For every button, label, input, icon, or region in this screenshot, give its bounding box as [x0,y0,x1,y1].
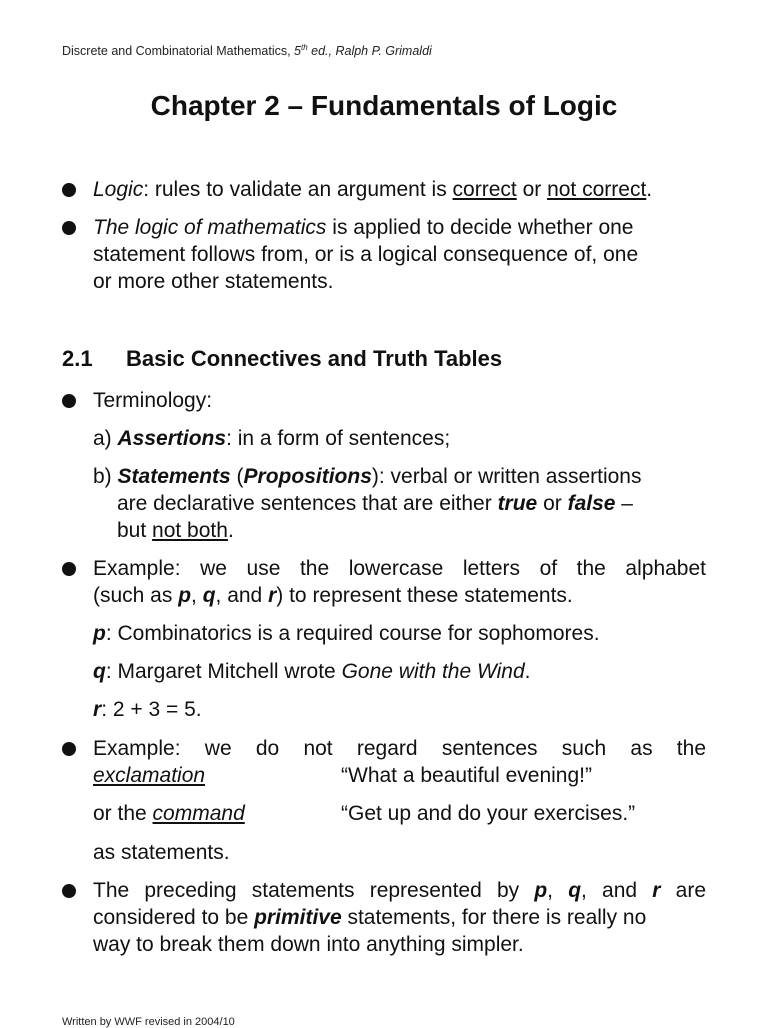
exclamation-quote: “What a beautiful evening!” [341,764,592,787]
math-logic-line-3: or more other statements. [93,270,334,293]
bullet-icon [62,884,76,898]
bullet-icon [62,742,76,756]
example1-line-2: (such as p, q, and r) to represent these statements. [93,584,573,607]
page-footer: Written by WWF revised in 2004/10 [62,1016,235,1028]
math-logic-line-2: statement follows from, or is a logical consequence of, one [93,243,639,266]
running-header [62,43,432,58]
statements-item-line-3: but not both. [117,519,234,542]
math-logic-line-1: The logic of mathematics is applied to decide whether one [93,216,634,239]
assertions-term: Assertions [117,427,227,450]
terminology-label: Terminology: [93,389,213,412]
book-title-italic: Gone with the Wind [341,660,525,683]
logic-definition: Logic: rules to validate an argument is correct or not correct. [93,178,653,201]
statements-item-line-1: b) Statements (Propositions): verbal or written assertions [93,465,642,488]
command-quote: “Get up and do your exercises.” [341,802,636,825]
example1-line-1: Example: we use the lowercase letters of the alphabet [93,557,706,580]
bullet-icon [62,221,76,235]
section-number: 2.1 [62,346,93,371]
math-logic-term: The logic of mathematics [93,216,327,239]
command-label: or the command [93,802,245,825]
logic-term: Logic [93,178,144,201]
as-statements-text: as statements. [93,841,230,864]
statements-item-line-2: are declarative sentences that are either true or false – [117,492,633,515]
propositions-term: Propositions [243,465,372,488]
section-heading [62,346,502,372]
not-both-text: not both [152,519,228,542]
not-correct-text: not correct [547,178,647,201]
edition-superscript: th [301,43,308,52]
book-title: Discrete and Combinatorial Mathematics, [62,44,295,59]
statement-r: r: 2 + 3 = 5. [93,698,202,721]
bullet-icon [62,562,76,576]
preceding-line-2: considered to be primitive statements, for there is really no [93,906,647,929]
false-term: false [567,492,616,515]
edition-author: ed., Ralph P. Grimaldi [307,44,432,59]
bullet-icon [62,394,76,408]
exclamation-label: exclamation [93,764,206,787]
example2-line-1: Example: we do not regard sentences such as the [93,737,706,760]
preceding-line-1: The preceding statements represented by p, q, and r are [93,879,707,902]
true-term: true [497,492,538,515]
chapter-title: Chapter 2 – Fundamentals of Logic [150,90,618,121]
statements-term: Statements [117,465,231,488]
primitive-term: primitive [254,906,342,929]
statement-q: q: Margaret Mitchell wrote Gone with the Wind. [93,660,531,683]
statement-p: p: Combinatorics is a required course for sophomores. [93,622,600,645]
edition-number: 5 [294,44,301,59]
bullet-icon [62,183,76,197]
correct-text: correct [452,178,517,201]
preceding-line-3: way to break them down into anything simpler. [93,933,524,956]
assertions-item: a) Assertions: in a form of sentences; [93,427,451,450]
section-title-text: Basic Connectives and Truth Tables [126,346,503,371]
